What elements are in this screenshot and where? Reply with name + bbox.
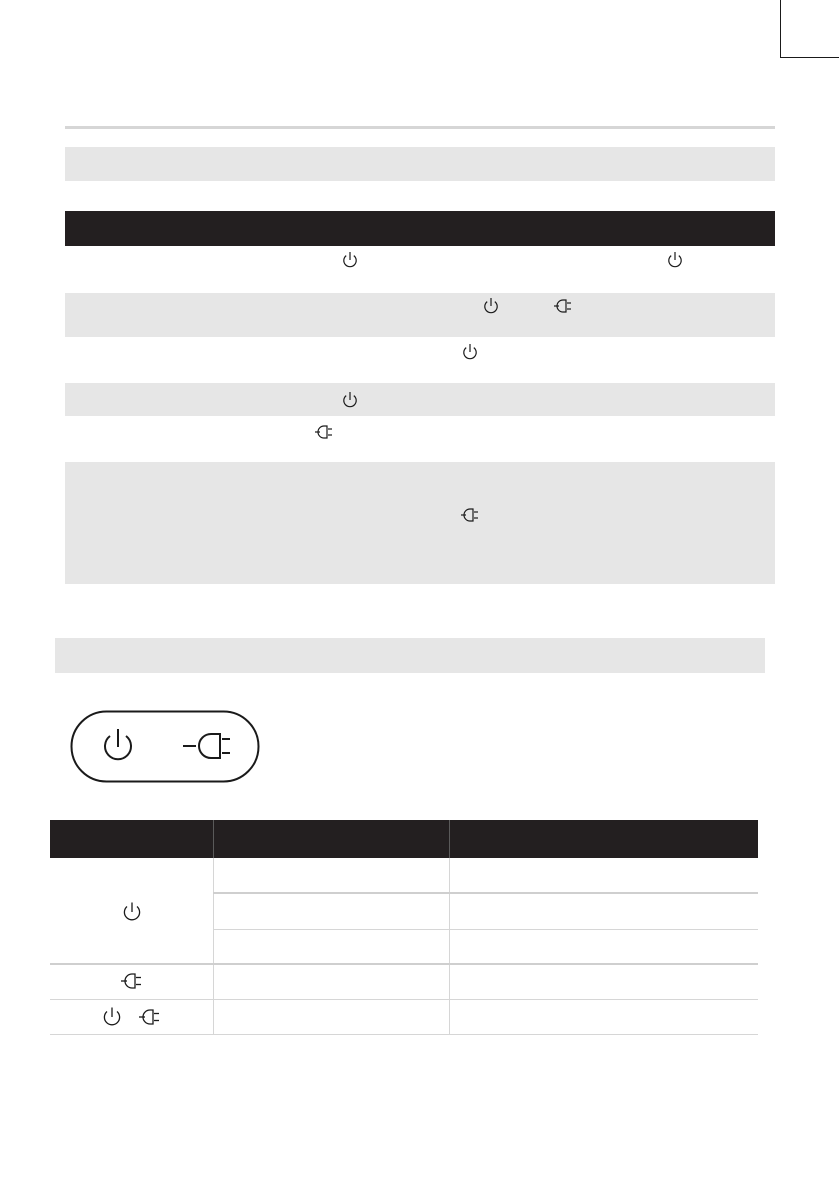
plug-icon	[460, 507, 482, 523]
power-icon	[342, 251, 358, 269]
power-icon	[342, 391, 358, 409]
crop-mark-horizontal	[781, 57, 839, 58]
power-icon	[483, 297, 499, 315]
crop-mark-vertical	[780, 0, 781, 58]
power-button-icon	[105, 729, 131, 759]
header-divider	[213, 820, 214, 858]
power-icon	[102, 1006, 122, 1028]
table-row	[65, 293, 775, 337]
control-panel-illustration	[70, 710, 260, 784]
status-table-header	[50, 820, 758, 858]
plug-icon	[138, 1008, 164, 1026]
row-divider	[213, 892, 758, 894]
plug-icon	[314, 424, 336, 440]
header-divider	[449, 820, 450, 858]
section-title-band	[65, 147, 775, 181]
plug-icon	[553, 298, 575, 314]
table-row	[65, 462, 775, 584]
plug-button-icon	[183, 734, 230, 758]
row-divider	[50, 963, 758, 965]
row-divider	[50, 999, 758, 1000]
section-title-band	[55, 638, 765, 673]
plug-icon	[120, 972, 146, 990]
row-divider	[213, 929, 758, 930]
table-header	[65, 211, 775, 246]
section-rule	[65, 126, 775, 129]
column-divider	[449, 858, 450, 1035]
column-divider	[213, 858, 214, 1035]
power-icon	[122, 901, 142, 923]
row-divider	[50, 1034, 758, 1035]
table-row	[65, 383, 775, 416]
power-icon	[462, 343, 478, 361]
power-icon	[667, 251, 683, 269]
